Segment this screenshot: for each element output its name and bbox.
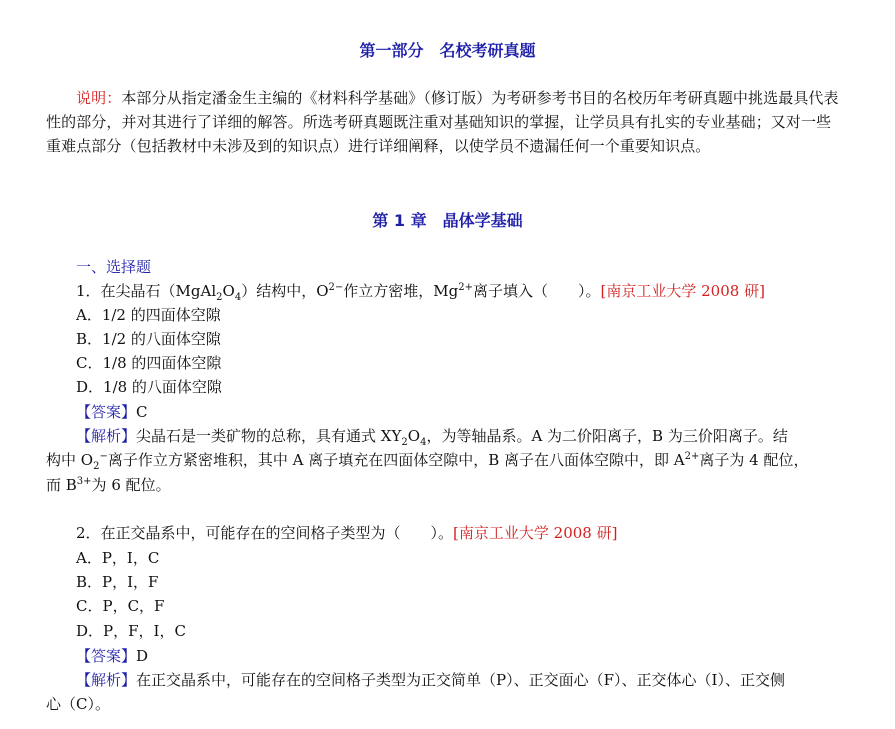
question-1-analysis-line-2: 构中 $O_2^-$离子作立方紧密堆积，其中 A 离子填充在四面体空隙中，B 离子在八面体空隙中，即 $A^{2+}$离子为 4 配位， xyxy=(46,451,809,472)
question-1-option-b: B．1/2 的八面体空隙 xyxy=(76,330,221,348)
question-1-analysis-line-3: 而 $B^{3+}$为 6 配位。 xyxy=(46,476,171,494)
question-2-analysis-line-2: 心（C）。 xyxy=(46,695,110,713)
section-heading: 一、选择题 xyxy=(76,258,152,276)
answer-tag: 【答案】 xyxy=(76,403,137,421)
answer-tag: 【答案】 xyxy=(76,647,137,665)
question-2-option-d: D．P，F，I，C xyxy=(76,622,186,640)
answer-value: C xyxy=(136,403,148,421)
chapter-title: 第 1 章 晶体学基础 xyxy=(372,211,523,230)
question-2-option-c: C．P，C，F xyxy=(76,597,165,615)
part-title: 第一部分 名校考研真题 xyxy=(359,41,536,60)
question-2-analysis-line-1: 【解析】在正交晶系中，可能存在的空间格子类型为正交简单（P）、正交面心（F）、正交体心（I）、正交侧 xyxy=(76,671,785,689)
question-1-option-c: C．1/8 的四面体空隙 xyxy=(76,354,222,372)
question-1-analysis-line-1: 【解析】尖晶石是一类矿物的总称，具有通式 $XY_2O_4$，为等轴晶系。A 为二价阳离子，B 为三价阳离子。结 xyxy=(76,427,788,448)
question-1-source: [南京工业大学 2008 研] xyxy=(600,282,765,300)
question-2-option-b: B．P，I，F xyxy=(76,573,159,591)
answer-value: D xyxy=(136,647,149,665)
intro-text: 本部分从指定潘金生主编的《材料科学基础》（修订版）为考研参考书目的名校历年考研真题中挑选最具代表性的部分，并对其进行了详细的解答。所选考研真题既注重对基础知识的掌握，让学员具有扎实的专业基础；又对一些重难点部分（包括教材中未涉及到的知识点）进行详细阐释，以使学员不遗漏任何一个重要知识点。 xyxy=(46,89,839,155)
question-1-answer xyxy=(76,401,148,423)
question-2-option-a: A．P，I，C xyxy=(76,549,160,567)
question-1-option-d: D．1/8 的八面体空隙 xyxy=(76,378,222,396)
question-2-answer xyxy=(76,645,148,667)
question-2-stem: 2．在正交晶系中，可能存在的空间格子类型为（ ）。[南京工业大学 2008 研] xyxy=(76,524,618,542)
intro-label: 说明： xyxy=(76,89,122,107)
analysis-tag: 【解析】 xyxy=(76,671,137,689)
intro-paragraph xyxy=(46,86,846,158)
question-2-source: [南京工业大学 2008 研] xyxy=(453,524,618,542)
analysis-tag: 【解析】 xyxy=(76,427,137,445)
question-1-option-a: A．1/2 的四面体空隙 xyxy=(76,306,221,324)
question-1-stem: 1．在尖晶石$(MgAl_2O_4)$结构中，$O^{2-}$作立方密堆，$Mg^{2+}$离子填入（ ）。[南京工业大学 2008 研] xyxy=(76,282,765,303)
